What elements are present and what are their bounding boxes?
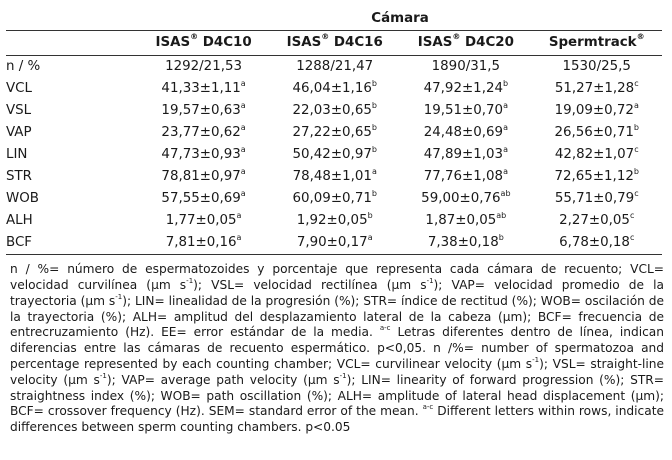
cell-value: 59,00±0,76 xyxy=(421,191,501,206)
table-cell xyxy=(138,210,269,232)
significance-letter: c xyxy=(634,145,639,154)
row-label: VAP xyxy=(6,125,32,140)
table-footnote: n / %= número de espermatozoides y porcentaje que representa cada cámara de recuento; VCL= velocidad curvilínea (μm $s^{-1}$); VSL= velocidad rectilínea (μm $s^{-1}$); VAP= velocidad promedio de la trayectoria (μm $s^{-1}$); LIN= linealidad de la progresión (%); STR= índice de rectitud (%); WOB= oscilación de la trayectoria (%); ALH= amplitud del desplazamiento lateral de la cabeza (μm); BCF= frecuencia de entrecruzamiento (Hz). EE= error estándar de la media. $^{a-c}$ Letras diferentes dentro de línea, indican diferencias entre las cámaras de recuento espermático. p<0,05. n /%= number of spermatozoa and percentage represented by each counting chamber; VCL= curvilinear velocity (μm $s^{-1}$); VSL= straight-line velocity (μm $s^{-1}$); VAP= average path velocity (μm $s^{-1}$); LIN= linearity of forward progression (%); STR= straightness index (%); WOB= path oscillation (%); ALH= amplitude of lateral head displacement (μm); BCF= crossover frequency (Hz). SEM= standard error of the mean. $^{a-c}$ Different letters within rows, indicate differences between sperm counting chambers. p<0.05 xyxy=(10,262,665,435)
table-cell xyxy=(269,122,400,144)
table-cell xyxy=(531,210,662,232)
significance-letter: b xyxy=(503,79,509,88)
table-row xyxy=(6,78,662,100)
row-label: n / % xyxy=(6,56,138,79)
cell-value: 23,77±0,62 xyxy=(161,125,241,140)
group-header-row xyxy=(6,8,662,31)
table-cell xyxy=(531,144,662,166)
table-body xyxy=(6,56,662,255)
cell-value: 46,04±1,16 xyxy=(292,81,372,96)
group-header-camara: Cámara xyxy=(371,11,429,26)
significance-letter: a xyxy=(240,101,246,110)
significance-letter: c xyxy=(634,189,639,198)
row-label: VSL xyxy=(6,103,32,118)
table-cell xyxy=(138,188,269,210)
row-label: ALH xyxy=(6,213,33,228)
table-cell xyxy=(400,166,531,188)
cell-value: 47,73±0,93 xyxy=(161,147,241,162)
table-cell xyxy=(269,78,400,100)
table-cell xyxy=(531,188,662,210)
table-cell xyxy=(400,232,531,255)
table-cell xyxy=(269,188,400,210)
table-cell xyxy=(138,166,269,188)
cell-value: 24,48±0,69 xyxy=(423,125,504,140)
table-cell xyxy=(531,166,662,188)
table-row xyxy=(6,56,662,79)
table-row xyxy=(6,166,662,188)
table-cell xyxy=(531,100,662,122)
significance-letter: a xyxy=(633,101,639,110)
table-cell xyxy=(138,100,269,122)
significance-letter: b xyxy=(371,79,377,88)
table-cell xyxy=(138,232,269,255)
significance-letter: ab xyxy=(500,189,511,198)
significance-letter: b xyxy=(371,189,377,198)
significance-letter: c xyxy=(629,211,635,220)
cell-value: 60,09±0,71 xyxy=(292,191,372,206)
significance-letter: ab xyxy=(496,211,507,220)
table-cell xyxy=(531,122,662,144)
table-cell xyxy=(531,56,662,79)
table-row xyxy=(6,232,662,255)
cell-value: 19,51±0,70 xyxy=(423,103,504,118)
table-cell xyxy=(269,100,400,122)
column-header-row xyxy=(6,31,662,56)
cell-value: 19,09±0,72 xyxy=(554,103,634,118)
cell-value: 22,03±0,65 xyxy=(292,103,372,118)
table-cell xyxy=(138,56,269,79)
cell-value: 47,89±1,03 xyxy=(423,147,504,162)
significance-letter: a xyxy=(367,233,373,242)
table-cell xyxy=(269,166,400,188)
significance-letter: c xyxy=(634,79,639,88)
row-label: BCF xyxy=(6,232,138,255)
significance-letter: a xyxy=(240,167,246,176)
cell-value: 1,92±0,05 xyxy=(296,213,368,228)
cell-value: 1288/21,47 xyxy=(296,59,374,74)
cell-value: 55,71±0,79 xyxy=(554,191,635,206)
cell-value: 1,77±0,05 xyxy=(165,213,237,228)
table-row xyxy=(6,100,662,122)
table-cell xyxy=(269,210,400,232)
table-cell xyxy=(400,188,531,210)
significance-letter: a xyxy=(240,79,246,88)
cell-value: 51,27±1,28 xyxy=(554,81,635,96)
cell-value: 1,87±0,05 xyxy=(425,213,497,228)
table-row xyxy=(6,144,662,166)
significance-letter: a xyxy=(503,123,508,132)
cell-value: 1890/31,5 xyxy=(431,59,501,74)
significance-letter: b xyxy=(371,101,377,110)
significance-letter: b xyxy=(371,145,377,154)
table-cell xyxy=(138,144,269,166)
cell-value: 2,27±0,05 xyxy=(559,213,630,228)
table-row xyxy=(6,122,662,144)
significance-letter: a xyxy=(503,167,508,176)
significance-letter: b xyxy=(633,123,639,132)
significance-letter: b xyxy=(367,211,373,220)
significance-letter: a xyxy=(371,167,377,176)
cell-value: 72,65±1,12 xyxy=(554,169,634,184)
row-label: STR xyxy=(6,169,32,184)
cell-value: 57,55±0,69 xyxy=(161,191,241,206)
table-cell xyxy=(269,56,400,79)
table-cell xyxy=(400,210,531,232)
column-header: ISAS® D4C16 xyxy=(269,31,400,56)
significance-letter: b xyxy=(498,233,504,242)
table-cell xyxy=(400,100,531,122)
results-table xyxy=(6,8,662,255)
column-header: ISAS® D4C10 xyxy=(138,31,269,56)
row-label: WOB xyxy=(6,191,39,206)
table-cell xyxy=(400,144,531,166)
row-label: LIN xyxy=(6,147,28,162)
table-row xyxy=(6,188,662,210)
cell-value: 78,81±0,97 xyxy=(161,169,241,184)
cell-value: 7,90±0,17 xyxy=(296,235,368,250)
cell-value: 50,42±0,97 xyxy=(292,147,372,162)
significance-letter: b xyxy=(371,123,377,132)
significance-letter: b xyxy=(633,167,639,176)
cell-value: 1292/21,53 xyxy=(165,59,243,74)
table-cell xyxy=(531,232,662,255)
table-cell xyxy=(531,78,662,100)
table-cell xyxy=(400,56,531,79)
table-row xyxy=(6,210,662,232)
column-header: ISAS® D4C20 xyxy=(400,31,531,56)
significance-letter: a xyxy=(240,123,246,132)
significance-letter: a xyxy=(503,145,508,154)
cell-value: 26,56±0,71 xyxy=(554,125,634,140)
cell-value: 78,48±1,01 xyxy=(292,169,372,184)
significance-letter: a xyxy=(236,211,242,220)
table-cell xyxy=(400,78,531,100)
cell-value: 7,81±0,16 xyxy=(165,235,237,250)
significance-letter: a xyxy=(240,145,246,154)
cell-value: 6,78±0,18 xyxy=(559,235,630,250)
significance-letter: a xyxy=(236,233,242,242)
table-cell xyxy=(400,122,531,144)
table-cell xyxy=(138,122,269,144)
row-label: VCL xyxy=(6,81,32,96)
column-header: Spermtrack® xyxy=(531,31,662,56)
significance-letter: a xyxy=(503,101,508,110)
cell-value: 19,57±0,63 xyxy=(161,103,241,118)
table-cell xyxy=(269,144,400,166)
cell-value: 7,38±0,18 xyxy=(427,235,499,250)
cell-value: 27,22±0,65 xyxy=(292,125,372,140)
cell-value: 47,92±1,24 xyxy=(423,81,503,96)
table-cell xyxy=(138,78,269,100)
cell-value: 42,82±1,07 xyxy=(554,147,635,162)
cell-value: 77,76±1,08 xyxy=(423,169,504,184)
significance-letter: c xyxy=(629,233,635,242)
table-cell xyxy=(269,232,400,255)
significance-letter: a xyxy=(240,189,246,198)
cell-value: 1530/25,5 xyxy=(562,59,631,74)
cell-value: 41,33±1,11 xyxy=(161,81,241,96)
